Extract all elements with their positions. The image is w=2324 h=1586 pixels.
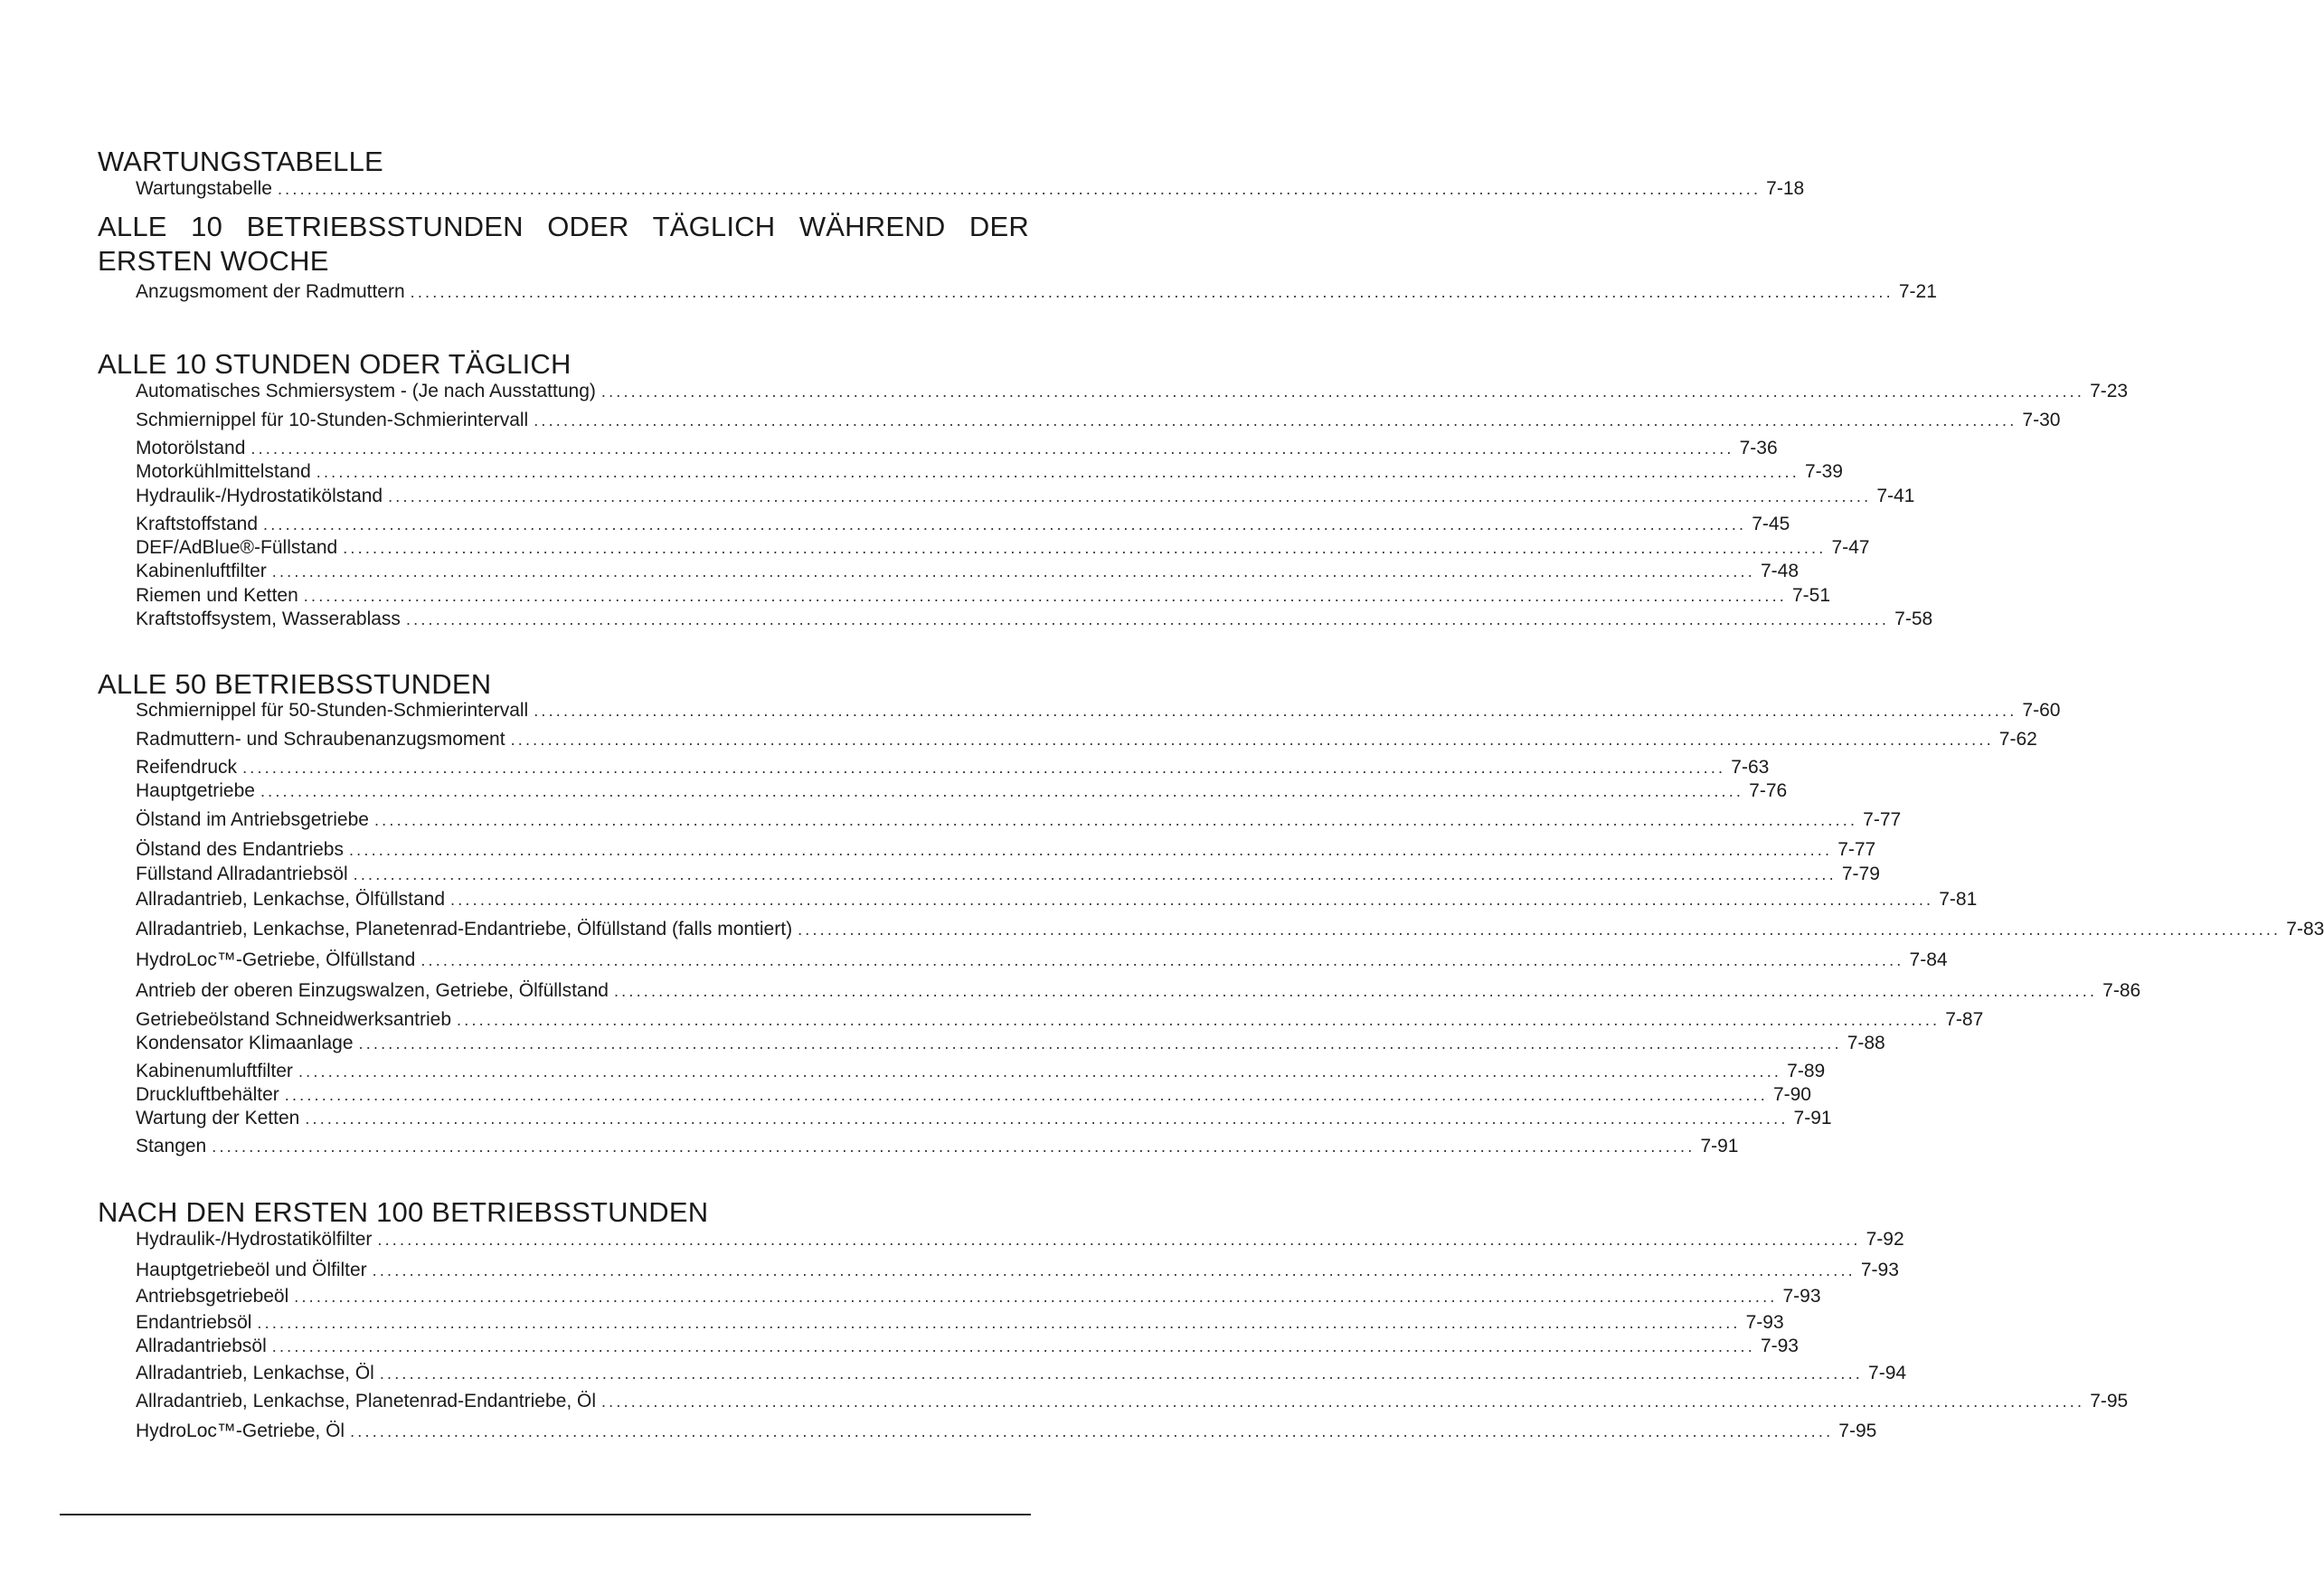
toc-entry-page-number: 7-90 [1772, 1084, 1811, 1105]
toc-entry-page-number: 7-93 [1782, 1286, 1821, 1307]
toc-entry-page-number: 7-63 [1731, 757, 1770, 778]
toc-entry-page-number: 7-79 [1841, 864, 1880, 884]
dot-leader: ........................................................................................................................................................................................................ [303, 587, 1787, 605]
toc-entry[interactable] [136, 863, 1880, 886]
toc-entry-title: Antriebsgetriebeöl [136, 1286, 289, 1307]
toc-entry-page-number: 7-77 [1837, 839, 1876, 860]
toc-entry-page-number: 7-86 [2102, 980, 2141, 1001]
toc-entry-page-number: 7-77 [1863, 809, 1902, 830]
toc-entry-title: Kraftstoffsystem, Wasserablass [136, 609, 401, 629]
toc-entry[interactable] [136, 1083, 1811, 1107]
toc-entry-title: Endantriebsöl [136, 1312, 252, 1333]
dot-leader: ........................................................................................................................................................................................................ [373, 811, 1858, 829]
toc-entry-page-number: 7-81 [1939, 889, 1978, 910]
toc-entry[interactable] [136, 808, 1902, 832]
toc-entry[interactable] [136, 437, 1778, 460]
toc-entry-page-number: 7-93 [1860, 1260, 1899, 1280]
toc-entry-page-number: 7-76 [1749, 780, 1788, 801]
toc-entry-title: Hydraulik-/Hydrostatikölfilter [136, 1229, 373, 1250]
dot-leader: ........................................................................................................................................................................................................ [263, 515, 1747, 533]
toc-entry-title: Riemen und Ketten [136, 585, 298, 606]
toc-entry-page-number: 7-87 [1945, 1009, 1984, 1030]
toc-entry-title: Motorkühlmittelstand [136, 461, 311, 482]
section-heading: WARTUNGSTABELLE [98, 146, 383, 177]
dot-leader: ........................................................................................................................................................................................................ [343, 539, 1827, 557]
dot-leader: ........................................................................................................................................................................................................ [212, 1138, 1696, 1156]
toc-entry[interactable] [136, 380, 2129, 403]
toc-entry-page-number: 7-95 [1838, 1421, 1877, 1441]
toc-entry[interactable] [136, 699, 2061, 722]
dot-leader: ........................................................................................................................................................................................................ [271, 562, 1755, 581]
toc-entry[interactable] [136, 838, 1876, 862]
toc-entry[interactable] [136, 1390, 2129, 1413]
toc-entry-page-number: 7-18 [1766, 178, 1805, 199]
toc-entry-page-number: 7-48 [1760, 561, 1799, 581]
toc-entry-page-number: 7-93 [1745, 1312, 1784, 1333]
toc-entry-title: Füllstand Allradantriebsöl [136, 864, 348, 884]
toc-entry[interactable] [136, 1259, 1899, 1282]
toc-entry-page-number: 7-45 [1752, 514, 1790, 534]
toc-entry-title: Radmuttern- und Schraubenanzugsmoment [136, 729, 505, 750]
toc-entry[interactable] [136, 979, 2141, 1003]
toc-entry-title: Motorölstand [136, 438, 246, 458]
toc-entry-page-number: 7-47 [1831, 537, 1870, 558]
toc-entry-page-number: 7-58 [1894, 609, 1933, 629]
toc-entry[interactable] [136, 409, 2061, 432]
dot-leader: ........................................................................................................................................................................................................ [277, 180, 1762, 198]
section-heading: ALLE 10 BETRIEBSSTUNDEN ODER TÄGLICH WÄHREND DER ERSTEN WOCHE [98, 211, 1029, 277]
dot-leader: ........................................................................................................................................................................................................ [420, 951, 1904, 969]
toc-entry-title: Antrieb der oberen Einzugswalzen, Getriebe, Ölfüllstand [136, 980, 609, 1001]
dot-leader: ........................................................................................................................................................................................................ [271, 1337, 1755, 1355]
toc-entry-title: Hauptgetriebe [136, 780, 255, 801]
toc-entry-page-number: 7-41 [1876, 486, 1915, 506]
toc-entry[interactable] [136, 1311, 1784, 1335]
toc-entry-title: Hauptgetriebeöl und Ölfilter [136, 1260, 367, 1280]
section-heading: ALLE 50 BETRIEBSSTUNDEN [98, 668, 492, 700]
dot-leader: ........................................................................................................................................................................................................ [450, 891, 1934, 909]
toc-entry-title: Allradantriebsöl [136, 1336, 267, 1356]
toc-entry[interactable] [136, 536, 1870, 560]
toc-entry[interactable] [136, 888, 1978, 911]
toc-entry[interactable] [136, 949, 1948, 972]
toc-entry-title: Anzugsmoment der Radmuttern [136, 281, 405, 302]
dot-leader: ........................................................................................................................................................................................................ [534, 702, 2017, 720]
toc-entry-title: Kraftstoffstand [136, 514, 259, 534]
dot-leader: ........................................................................................................................................................................................................ [358, 1034, 1842, 1053]
toc-entry-page-number: 7-89 [1787, 1061, 1826, 1081]
toc-entry-page-number: 7-21 [1898, 281, 1937, 302]
dot-leader: ........................................................................................................................................................................................................ [372, 1261, 1856, 1279]
toc-entry-page-number: 7-36 [1739, 438, 1778, 458]
dot-leader: ........................................................................................................................................................................................................ [405, 610, 1890, 628]
toc-entry[interactable] [136, 513, 1790, 536]
toc-entry-title: HydroLoc™-Getriebe, Öl [136, 1421, 345, 1441]
dot-leader: ........................................................................................................................................................................................................ [350, 1422, 1834, 1440]
toc-entry-page-number: 7-30 [2022, 410, 2061, 430]
dot-leader: ........................................................................................................................................................................................................ [613, 982, 2098, 1000]
toc-entry-page-number: 7-39 [1804, 461, 1843, 482]
dot-leader: ........................................................................................................................................................................................................ [284, 1086, 1768, 1104]
toc-entry-page-number: 7-84 [1909, 949, 1948, 970]
toc-entry-page-number: 7-92 [1866, 1229, 1904, 1250]
toc-entry-title: Kondensator Klimaanlage [136, 1033, 354, 1053]
section-heading: ALLE 10 STUNDEN ODER TÄGLICH [98, 348, 572, 380]
toc-entry-page-number: 7-91 [1700, 1136, 1739, 1156]
toc-entry[interactable] [136, 560, 1799, 583]
toc-entry-title: Allradantrieb, Lenkachse, Öl [136, 1363, 374, 1383]
dot-leader: ........................................................................................................................................................................................................ [457, 1011, 1941, 1029]
toc-entry-title: Druckluftbehälter [136, 1084, 279, 1105]
toc-entry[interactable] [136, 1335, 1799, 1358]
toc-entry[interactable] [136, 280, 1937, 304]
toc-entry-title: Hydraulik-/Hydrostatikölstand [136, 486, 383, 506]
dot-leader: ........................................................................................................................................................................................................ [379, 1364, 1864, 1383]
footer-divider [60, 1514, 1031, 1515]
section-heading: NACH DEN ERSTEN 100 BETRIEBSSTUNDEN [98, 1196, 709, 1228]
toc-entry[interactable] [136, 728, 2037, 751]
toc-entry-title: Getriebeölstand Schneidwerksantrieb [136, 1009, 452, 1030]
toc-entry-title: Wartungstabelle [136, 178, 272, 199]
toc-entry-title: Schmiernippel für 50-Stunden-Schmierintervall [136, 700, 529, 721]
toc-entry[interactable] [136, 1135, 1739, 1158]
toc-entry-page-number: 7-95 [2090, 1391, 2129, 1411]
dot-leader: ........................................................................................................................................................................................................ [242, 759, 1726, 777]
toc-entry[interactable] [136, 1362, 1907, 1385]
toc-entry[interactable] [136, 756, 1770, 779]
dot-leader: ........................................................................................................................................................................................................ [510, 731, 1994, 749]
toc-entry[interactable] [136, 918, 2324, 941]
toc-entry-title: Ölstand im Antriebsgetriebe [136, 809, 369, 830]
toc-entry[interactable] [136, 1228, 1904, 1251]
toc-entry-title: Allradantrieb, Lenkachse, Planetenrad-Endantriebe, Ölfüllstand (falls montiert) [136, 919, 793, 939]
toc-entry[interactable] [136, 1032, 1885, 1055]
toc-entry-title: HydroLoc™-Getriebe, Ölfüllstand [136, 949, 416, 970]
dot-leader: ........................................................................................................................................................................................................ [353, 865, 1837, 883]
toc-entry-title: Stangen [136, 1136, 207, 1156]
dot-leader: ........................................................................................................................................................................................................ [798, 920, 2281, 939]
toc-entry-page-number: 7-91 [1793, 1108, 1832, 1128]
dot-leader: ........................................................................................................................................................................................................ [377, 1231, 1861, 1249]
dot-leader: ........................................................................................................................................................................................................ [257, 1314, 1741, 1332]
dot-leader: ........................................................................................................................................................................................................ [294, 1288, 1778, 1306]
toc-entry-page-number: 7-60 [2022, 700, 2061, 721]
dot-leader: ........................................................................................................................................................................................................ [250, 439, 1734, 458]
dot-leader: ........................................................................................................................................................................................................ [316, 463, 1800, 481]
dot-leader: ........................................................................................................................................................................................................ [348, 841, 1833, 859]
toc-entry[interactable] [136, 177, 1805, 201]
toc-entry-title: Kabinenumluftfilter [136, 1061, 293, 1081]
toc-entry-page-number: 7-94 [1868, 1363, 1907, 1383]
dot-leader: ........................................................................................................................................................................................................ [298, 1062, 1782, 1081]
dot-leader: ........................................................................................................................................................................................................ [410, 283, 1894, 301]
toc-entry[interactable] [136, 1285, 1821, 1308]
dot-leader: ........................................................................................................................................................................................................ [260, 782, 1744, 800]
toc-entry[interactable] [136, 485, 1915, 508]
toc-entry-page-number: 7-93 [1760, 1336, 1799, 1356]
toc-entry-page-number: 7-51 [1792, 585, 1831, 606]
toc-entry-title: Kabinenluftfilter [136, 561, 267, 581]
dot-leader: ........................................................................................................................................................................................................ [534, 411, 2017, 430]
toc-entry-title: Allradantrieb, Lenkachse, Planetenrad-Endantriebe, Öl [136, 1391, 596, 1411]
toc-entry-page-number: 7-83 [2286, 919, 2324, 939]
toc-entry[interactable] [136, 1107, 1832, 1130]
toc-entry[interactable] [136, 779, 1788, 803]
toc-entry[interactable] [136, 608, 1933, 631]
toc-entry-page-number: 7-23 [2090, 381, 2129, 401]
toc-entry-title: Schmiernippel für 10-Stunden-Schmierintervall [136, 410, 529, 430]
dot-leader: ........................................................................................................................................................................................................ [305, 1109, 1789, 1128]
toc-entry[interactable] [136, 460, 1843, 484]
dot-leader: ........................................................................................................................................................................................................ [600, 382, 2085, 401]
toc-entry[interactable] [136, 1008, 1984, 1032]
toc-entry-title: Wartung der Ketten [136, 1108, 300, 1128]
toc-entry[interactable] [136, 1060, 1826, 1083]
toc-entry-title: Ölstand des Endantriebs [136, 839, 344, 860]
dot-leader: ........................................................................................................................................................................................................ [600, 1392, 2085, 1411]
toc-entry-title: Reifendruck [136, 757, 238, 778]
toc-entry-page-number: 7-62 [1998, 729, 2037, 750]
toc-entry[interactable] [136, 1420, 1877, 1443]
toc-entry-title: Allradantrieb, Lenkachse, Ölfüllstand [136, 889, 446, 910]
toc-entry-page-number: 7-88 [1847, 1033, 1885, 1053]
toc-entry-title: DEF/AdBlue®-Füllstand [136, 537, 338, 558]
toc-entry-title: Automatisches Schmiersystem - (Je nach Ausstattung) [136, 381, 596, 401]
toc-entry[interactable] [136, 584, 1831, 608]
dot-leader: ........................................................................................................................................................................................................ [388, 487, 1872, 505]
